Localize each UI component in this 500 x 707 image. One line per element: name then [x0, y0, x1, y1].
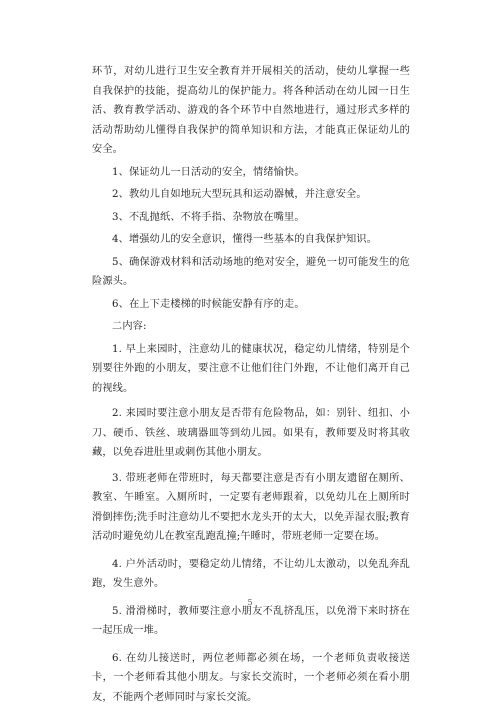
content-item-2: 2. 来园时要注意小朋友是否带有危险物品，如：别针、纽扣、小刀、硬币、铁丝、玻璃器皿等到幼儿园。如果有，教师要及时将其收藏，以免吞进肚里或刺伤其他小朋友。 — [92, 404, 410, 463]
document-body — [92, 62, 410, 707]
goal-item-1: 1、保证幼儿一日活动的安全，情绪愉快。 — [92, 163, 410, 183]
content-item-6: 6. 在幼儿接送时，两位老师都必须在场，一个老师负责收接送卡，一个老师看其他小朋友。与家长交流时，一个老师必须在看小朋友，不能两个老师同时与家长交流。 — [92, 649, 410, 707]
goal-item-6: 6、在上下走楼梯的时候能安静有序的走。 — [92, 295, 410, 315]
intro-paragraph: 环节，对幼儿进行卫生安全教育并开展相关的活动，使幼儿掌握一些自我保护的技能，提高幼儿的保护能力。将各种活动在幼儿园一日生活、教育教学活动、游戏的各个环节中自然地进行，通过形式多样的活动帮助幼儿懂得自我保护的简单知识和方法，才能真正保证幼儿的安全。 — [92, 62, 410, 160]
content-item-1: 1. 早上来园时，注意幼儿的健康状况，稳定幼儿情绪，特别是个别要往外跑的小朋友，要注意不让他们往门外跑，不让他们离开自己的视线。 — [92, 340, 410, 399]
goal-item-2: 2、教幼儿自如地玩大型玩具和运动器械，并注意安全。 — [92, 185, 410, 205]
goal-item-5: 5、确保游戏材料和活动场地的绝对安全，避免一切可能发生的危险源头。 — [92, 253, 410, 292]
content-item-5: 5. 滑滑梯时，教师要注意小朋友不乱挤乱压，以免滑下来时挤在一起压成一堆。 — [92, 602, 410, 641]
section-heading: 二内容: — [92, 317, 410, 337]
content-item-3: 3. 带班老师在带班时，每天都要注意是否有小朋友遗留在厕所、教室、午睡室。入厕所时，一定要有老师跟着，以免幼儿在上厕所时滑倒摔伤;洗手时注意幼儿不要把水龙头开的太大，以免弄湿衣服;教育活动时避免幼儿在教室乱跑乱撞;午睡时，带班老师一定要在场。 — [92, 469, 410, 547]
page-number: 5 — [0, 598, 500, 607]
goal-item-4: 4、增强幼儿的安全意识，懂得一些基本的自我保护知识。 — [92, 230, 410, 250]
content-item-4: 4. 户外活动时，要稳定幼儿情绪，不让幼儿太激动，以免乱奔乱跑，发生意外。 — [92, 555, 410, 594]
goal-item-3: 3、不乱抛纸、不将手指、杂物放在嘴里。 — [92, 208, 410, 228]
